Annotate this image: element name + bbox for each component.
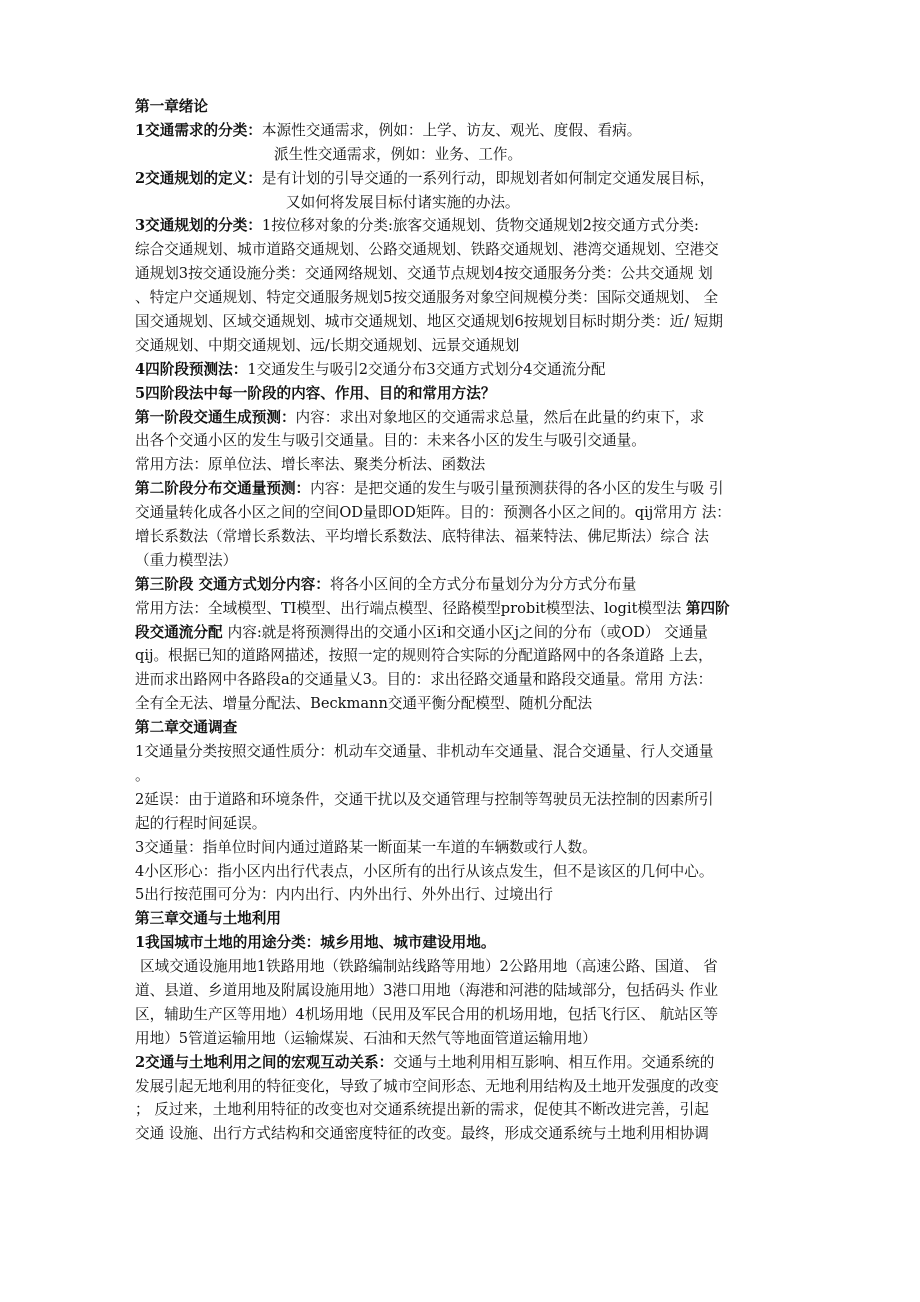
body-text: 、特定户交通规划、特定交通服务规划5按交通服务对象空间规模分类：国际交通规划、 全 <box>135 289 719 307</box>
text-line <box>135 1027 787 1051</box>
text-line <box>135 1051 787 1075</box>
bold-text: 1交通需求的分类： <box>135 121 262 139</box>
text-line <box>135 692 787 716</box>
body-text: 是有计划的引导交通的一系列行动，即规划者如何制定交通发展目标， <box>261 169 715 187</box>
body-text: ； 反过来，土地利用特征的改变也对交通系统提出新的需求，促使其不断改进完善，引起 <box>135 1101 709 1119</box>
body-text: 1交通量分类按照交通性质分：机动车交通量、非机动车交通量、混合交通量、行人交通量 <box>135 743 714 761</box>
body-text: 交通规划、中期交通规划、远/长期交通规划、远景交通规划 <box>135 336 520 354</box>
bold-text: 段交通流分配 <box>135 623 228 641</box>
bold-text: 第三阶段 交通方式划分内容： <box>135 575 330 593</box>
text-line <box>135 334 787 358</box>
text-line <box>135 95 787 119</box>
bold-text: 5四阶段法中每一阶段的内容、作用、目的和常用方法？ <box>135 384 496 402</box>
text-line <box>135 668 787 692</box>
text-line <box>135 382 787 406</box>
body-text: 常用方法：原单位法、增长率法、聚类分析法、函数法 <box>135 456 486 474</box>
body-text: 1按位移对象的分类:旅客交通规划、货物交通规划2按交通方式分类: <box>261 217 699 235</box>
body-text: 内容：是把交通的发生与吸引量预测获得的各小区的发生与吸 引 <box>310 480 724 498</box>
bold-text: 1我国城市土地的用途分类：城乡用地、城市建设用地。 <box>135 934 496 952</box>
text-line <box>135 1075 787 1099</box>
body-text: 起的行程时间延误。 <box>135 814 267 832</box>
text-line <box>135 429 787 453</box>
text-line <box>135 597 787 621</box>
bold-text: 3交通规划的分类： <box>135 217 262 235</box>
text-line <box>135 501 787 525</box>
body-text: 交通 设施、出行方式结构和交通密度特征的改变。最终，形成交通系统与土地利用相协调 <box>135 1125 709 1143</box>
text-line <box>135 740 787 764</box>
body-text: 内容：求出对象地区的交通需求总量，然后在此量的约束下，求 <box>295 408 705 426</box>
bold-text: 第四阶 <box>685 599 730 617</box>
text-line <box>135 883 787 907</box>
body-text: 出各个交通小区的发生与吸引交通量。目的：未来各小区的发生与吸引交通量。 <box>135 432 646 450</box>
body-text: 全有全无法、增量分配法、Beckmann交通平衡分配模型、随机分配法 <box>135 695 593 713</box>
bold-text: 第三章交通与土地利用 <box>135 910 281 928</box>
body-text: 增长系数法（常增长系数法、平均增长系数法、底特律法、福莱特法、佛尼斯法）综合 法 <box>135 528 709 546</box>
text-line <box>135 119 787 143</box>
body-text: 发展引起无地利用的特征变化，导致了城市空间形态、无地利用结构及土地开发强度的改变 <box>135 1077 719 1095</box>
text-line <box>135 860 787 884</box>
body-text: 。 <box>135 766 150 784</box>
body-text: 交通量转化成各小区之间的空间OD量即OD矩阵。目的：预测各小区之间的。qij常用方 法： <box>135 504 731 522</box>
body-text: 3交通量：指单位时间内通过道路某一断面某一车道的车辆数或行人数。 <box>135 838 597 856</box>
text-line <box>135 621 787 645</box>
text-line <box>135 644 787 668</box>
text-line <box>135 907 787 931</box>
body-text: 区，辅助生产区等用地）4机场用地（民用及军民合用的机场用地，包括飞行区、 航站区等 <box>135 1005 719 1023</box>
body-text: 本源性交通需求，例如：上学、访友、观光、度假、看病。 <box>261 121 642 139</box>
text-line <box>135 358 787 382</box>
body-text: 道、县道、乡道用地及附属设施用地）3港口用地（海港和河港的陆域部分，包括码头 作业 <box>135 981 719 999</box>
body-text: 派生性交通需求，例如：业务、工作。 <box>274 145 523 163</box>
text-line <box>135 931 787 955</box>
bold-text: 第二阶段分布交通量预测： <box>135 480 311 498</box>
text-line <box>135 836 787 860</box>
bold-text: 第一章绪论 <box>135 98 208 115</box>
text-line <box>135 549 787 573</box>
text-line <box>135 262 787 286</box>
body-text: qij。根据已知的道路网描述，按照一定的规则符合实际的分配道路网中的各条道路 上去， <box>135 647 713 665</box>
text-line <box>135 143 787 167</box>
body-text: 4小区形心：指小区内出行代表点，小区所有的出行从该点发生，但不是该区的几何中心。 <box>135 862 714 880</box>
text-line <box>135 286 787 310</box>
body-text: 综合交通规划、城市道路交通规划、公路交通规划、铁路交通规划、港湾交通规划、空港交 <box>135 241 719 259</box>
text-line <box>135 167 787 191</box>
text-line <box>135 477 787 501</box>
body-text: 1交通发生与吸引2交通分布3交通方式划分4交通流分配 <box>247 360 606 378</box>
text-line <box>135 812 787 836</box>
bold-text: 4四阶段预测法： <box>135 360 248 378</box>
text-line <box>135 1003 787 1027</box>
bold-text: 第二章交通调查 <box>135 719 238 737</box>
text-line <box>135 1098 787 1122</box>
text-line <box>135 788 787 812</box>
body-text: 用地）5管道运输用地（运输煤炭、石油和天然气等地面管道运输用地） <box>135 1029 597 1047</box>
body-text: 又如何将发展目标付诸实施的办法。 <box>286 193 520 211</box>
body-text: （重力模型法） <box>135 551 238 569</box>
text-line <box>135 191 787 215</box>
bold-text: 2交通与土地利用之间的宏观互动关系： <box>135 1053 394 1071</box>
text-line <box>135 1122 787 1146</box>
text-line <box>135 525 787 549</box>
text-line <box>135 716 787 740</box>
bold-text: 第一阶段交通生成预测： <box>135 408 296 426</box>
body-text: 国交通规划、区域交通规划、城市交通规划、地区交通规划6按规划目标时期分类：近/ 短期 <box>135 313 724 331</box>
text-line <box>135 214 787 238</box>
text-line <box>135 573 787 597</box>
body-text: 交通与土地利用相互影响、相互作用。交通系统的 <box>393 1053 715 1071</box>
body-text: 将各小区间的全方式分布量划分为分方式分布量 <box>329 575 637 593</box>
body-text: 进而求出路网中各路段a的交通量乂3。目的：求出径路交通量和路段交通量。常用 方法： <box>135 671 713 689</box>
document-body <box>135 95 787 1146</box>
body-text: 区域交通设施用地1铁路用地（铁路编制站线路等用地）2公路用地（高速公路、国道、 省 <box>140 958 718 976</box>
body-text: 内容:就是将预测得出的交通小区i和交通小区j之间的分布（或OD） 交通量 <box>227 623 708 641</box>
bold-text: 2交通规划的定义： <box>135 169 262 187</box>
body-text: 通规划3按交通设施分类：交通网络规划、交通节点规划4按交通服务分类：公共交通规 划 <box>135 265 713 283</box>
text-line <box>135 453 787 477</box>
text-line <box>135 764 787 788</box>
text-line <box>135 979 787 1003</box>
text-line <box>135 238 787 262</box>
body-text: 常用方法：全域模型、TI模型、出行端点模型、径路模型probit模型法、logit模型法 <box>135 599 686 617</box>
text-line <box>135 310 787 334</box>
text-line <box>135 406 787 430</box>
text-line <box>135 955 787 979</box>
body-text: 5出行按范围可分为：内内出行、内外出行、外外出行、过境出行 <box>135 886 553 904</box>
body-text: 2延误：由于道路和环境条件，交通干扰以及交通管理与控制等驾驶员无法控制的因素所引 <box>135 790 714 808</box>
